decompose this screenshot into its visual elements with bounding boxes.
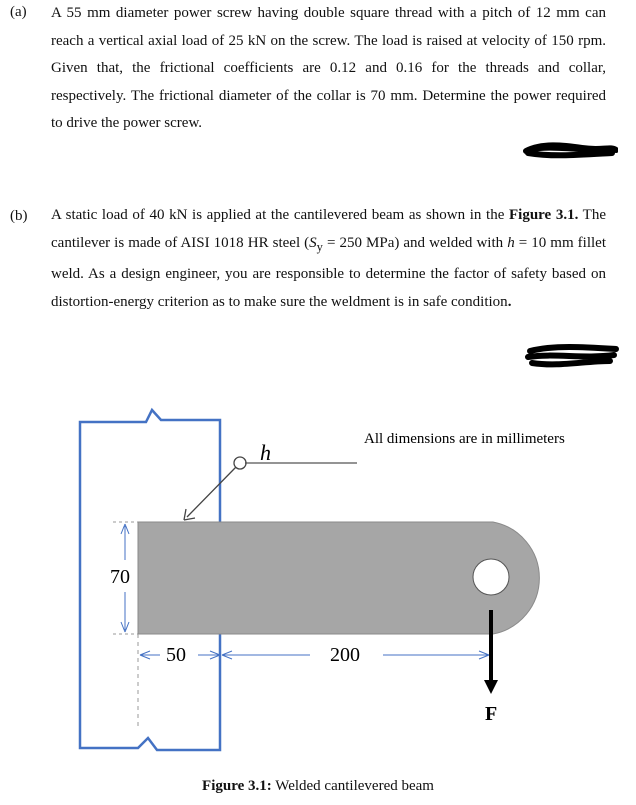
dimensions-note: All dimensions are in millimeters bbox=[364, 431, 565, 447]
dim-weld-length-label: 50 bbox=[166, 644, 186, 666]
dim-height-label: 70 bbox=[110, 566, 130, 588]
figure-caption: Figure 3.1: Welded cantilevered beam bbox=[202, 778, 434, 794]
question-b-label: (b) bbox=[10, 208, 28, 224]
question-a-label: (a) bbox=[10, 4, 27, 20]
redaction-mark bbox=[522, 141, 618, 161]
dim-span-label: 200 bbox=[330, 644, 360, 666]
force-label: F bbox=[485, 703, 498, 725]
weld-symbol bbox=[184, 457, 357, 520]
welded-beam-figure bbox=[0, 370, 636, 775]
figure-reference: Figure 3.1. bbox=[508, 207, 579, 223]
question-b-text: A static load of 40 kN is applied at the cantilevered beam as shown in the Figure 3.1. The cantilever is made of AISI 1018 HR steel ($S_y = 250$ MPa) and welded with h = 10 mm fillet weld. As a design engineer, you are responsible to determine the factor of safety based on distortion-energy criterion as to make sure the weldment is in safe condition. bbox=[51, 207, 606, 310]
question-a-text: A 55 mm diameter power screw having double square thread with a pitch of 12 mm can reach a vertical axial load of 25 kN on the screw. The load is raised at velocity of 150 rpm. Given that, the frictional coefficients are 0.12 and 0.16 for the threads and collar, respectively. The frictional diameter of the collar is 70 mm. Determine the power required to drive the power screw. bbox=[51, 5, 606, 131]
weld-size-label: h bbox=[260, 440, 271, 465]
redaction-mark bbox=[524, 343, 620, 369]
beam-hole bbox=[473, 559, 509, 595]
